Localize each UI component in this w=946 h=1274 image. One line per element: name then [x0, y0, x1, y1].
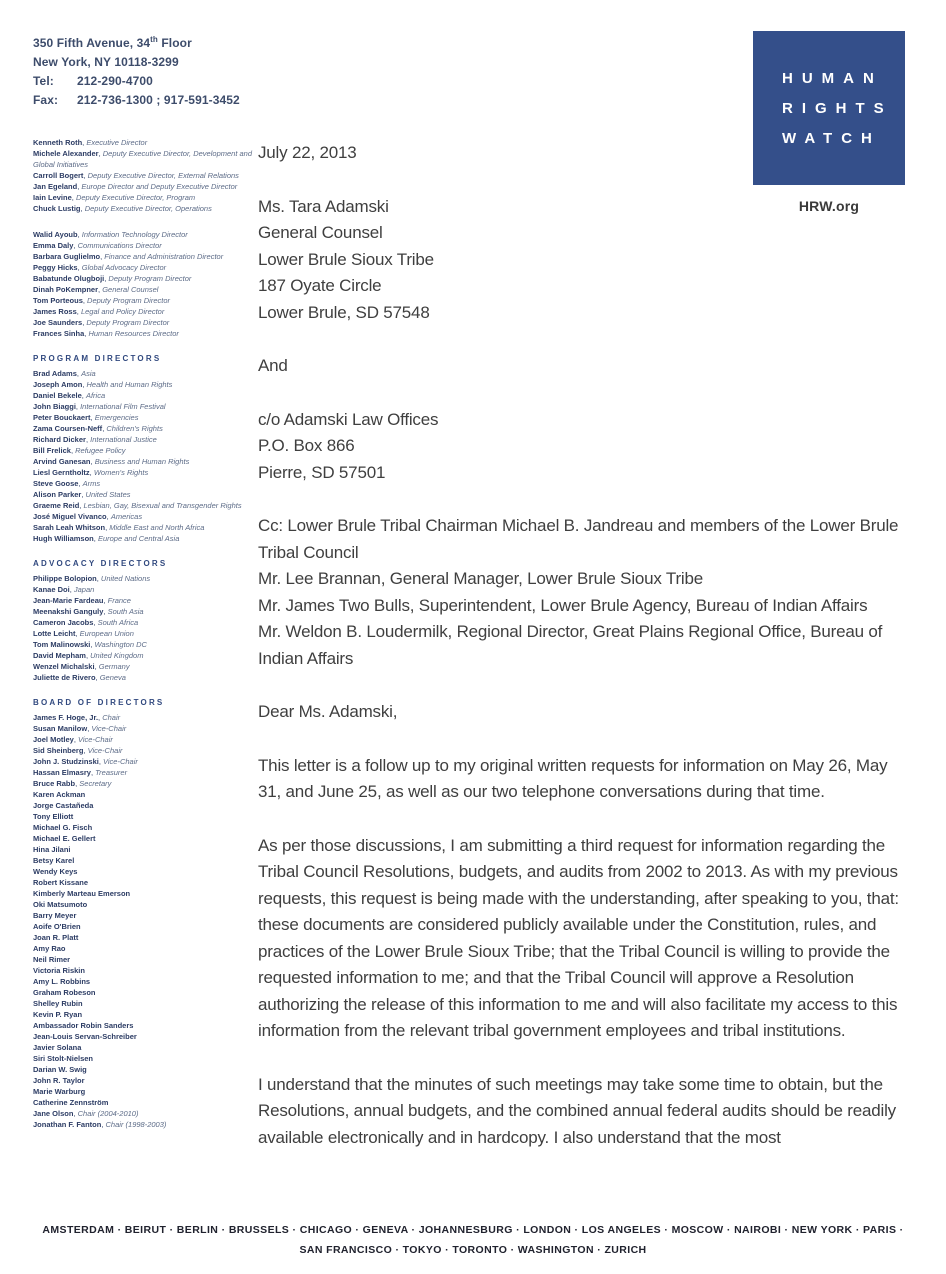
staff-member-title: , Deputy Executive Director, Development and Global Initiatives	[33, 149, 252, 169]
staff-member-title: , South Africa	[93, 618, 138, 627]
cc-line: Mr. Weldon B. Loudermilk, Regional Director, Great Plains Regional Office, Bureau of Indian Affairs	[258, 622, 883, 668]
fax-label: Fax:	[33, 93, 59, 107]
letter-paragraphs	[258, 753, 906, 1152]
staff-member-name: Hugh Williamson	[33, 534, 94, 543]
staff-member-row	[33, 478, 253, 489]
staff-member-row	[33, 628, 253, 639]
staff-member-name: Dinah PoKempner	[33, 285, 99, 294]
staff-member-title: , France	[103, 596, 131, 605]
footer-cities-line-1: AMSTERDAM · BEIRUT · BERLIN · BRUSSELS · CHICAGO · GENEVA · JOHANNESBURG · LONDON · LOS ANGELES · MOSCOW · NAIROBI · NEW YORK · PARIS ·	[42, 1224, 904, 1236]
staff-member-title: , Legal and Policy Director	[77, 307, 165, 316]
staff-member-row	[33, 456, 253, 467]
staff-member-title: , Executive Director	[82, 138, 147, 147]
staff-member-row	[33, 1108, 253, 1119]
staff-member-row	[33, 423, 253, 434]
staff-member-name: Victoria Riskin	[33, 966, 85, 975]
care-of-address-line: Pierre, SD 57501	[258, 462, 386, 482]
staff-member-name: Wendy Keys	[33, 867, 78, 876]
staff-member-title: , United Kingdom	[86, 651, 144, 660]
staff-member-name: Daniel Bekele	[33, 391, 82, 400]
staff-member-name: Carroll Bogert	[33, 171, 84, 180]
recipient-address-line: Ms. Tara Adamski	[258, 196, 389, 216]
staff-member-name: José Miguel Vivanco	[33, 512, 107, 521]
staff-member-row	[33, 745, 253, 756]
staff-member-title: , Middle East and North Africa	[105, 523, 204, 532]
staff-member-row	[33, 229, 253, 240]
recipient-address-line: Lower Brule, SD 57548	[258, 302, 430, 322]
staff-member-row	[33, 1119, 253, 1130]
staff-member-name: Tony Elliott	[33, 812, 74, 821]
staff-member-name: James Ross	[33, 307, 77, 316]
staff-member-row	[33, 756, 253, 767]
staff-member-name: Juliette de Rivero	[33, 673, 96, 682]
staff-member-row	[33, 943, 253, 954]
letter-date: July 22, 2013	[258, 143, 357, 162]
staff-member-row	[33, 822, 253, 833]
sidebar-section	[33, 137, 253, 214]
staff-member-row	[33, 445, 253, 456]
staff-member-row	[33, 833, 253, 844]
staff-member-name: Graham Robeson	[33, 988, 96, 997]
staff-member-row	[33, 295, 253, 306]
staff-member-row	[33, 617, 253, 628]
staff-member-name: Philippe Bolopion	[33, 574, 97, 583]
salutation: Dear Ms. Adamski,	[258, 702, 398, 721]
letter-paragraph: I understand that the minutes of such meetings may take some time to obtain, but the Resolutions, annual budgets, and the combined annual federal audits should be readily available electronically and in hardcopy. I also understand that the most	[258, 1074, 896, 1147]
staff-member-row	[33, 434, 253, 445]
staff-member-name: Tom Porteous	[33, 296, 83, 305]
staff-member-row	[33, 412, 253, 423]
staff-member-title: , Africa	[82, 391, 105, 400]
staff-member-row	[33, 533, 253, 544]
staff-member-row	[33, 240, 253, 251]
staff-member-name: Hassan Elmasry	[33, 768, 91, 777]
staff-member-name: Chuck Lustig	[33, 204, 81, 213]
staff-member-title: , Vice-Chair	[74, 735, 113, 744]
staff-member-row	[33, 855, 253, 866]
staff-member-row	[33, 390, 253, 401]
letterhead-address-line-2: New York, NY 10118-3299	[33, 55, 179, 69]
staff-member-title: , Deputy Program Director	[104, 274, 191, 283]
staff-member-row	[33, 661, 253, 672]
staff-member-name: Jean-Marie Fardeau	[33, 596, 104, 605]
letterhead-address-line-1: 350 Fifth Avenue, 34th Floor	[33, 35, 192, 50]
staff-member-title: , Information Technology Director	[78, 230, 188, 239]
staff-member-name: Brad Adams	[33, 369, 77, 378]
staff-member-row	[33, 639, 253, 650]
staff-member-title: , United States	[81, 490, 130, 499]
staff-member-name: Jean-Louis Servan-Schreiber	[33, 1032, 137, 1041]
staff-member-title: , Deputy Program Director	[82, 318, 169, 327]
staff-member-name: Frances Sinha	[33, 329, 85, 338]
ordinal-superscript: th	[150, 35, 158, 44]
staff-member-row	[33, 811, 253, 822]
staff-member-title: , Americas	[107, 512, 142, 521]
sidebar-section	[33, 559, 253, 683]
staff-member-name: Richard Dicker	[33, 435, 86, 444]
staff-member-name: Barry Meyer	[33, 911, 77, 920]
staff-member-name: Jorge Castañeda	[33, 801, 94, 810]
letterhead-fax-row	[33, 91, 265, 110]
staff-member-row	[33, 511, 253, 522]
staff-member-row	[33, 137, 253, 148]
staff-member-name: Siri Stolt-Nielsen	[33, 1054, 94, 1063]
staff-member-row	[33, 368, 253, 379]
staff-member-name: James F. Hoge, Jr.	[33, 713, 99, 722]
staff-member-name: Lotte Leicht	[33, 629, 76, 638]
recipient-address-block	[258, 194, 906, 327]
staff-member-name: Barbara Guglielmo	[33, 252, 101, 261]
cc-line: Cc: Lower Brule Tribal Chairman Michael B. Jandreau and members of the Lower Brule Tribal Council	[258, 516, 899, 562]
sidebar-section-heading: PROGRAM DIRECTORS	[33, 354, 162, 363]
care-of-address-block	[258, 407, 906, 487]
staff-member-title: , Women's Rights	[90, 468, 149, 477]
staff-member-title: , Chair (2004-2010)	[73, 1109, 138, 1118]
staff-member-title: , Arms	[78, 479, 100, 488]
letter-paragraph: As per those discussions, I am submitting a third request for information regarding the Tribal Council Resolutions, budgets, and audits from 2002 to 2013. As with my previous requests, this request is being made with the understanding, after speaking to you, that: these documents are considered publicly available under the Constitution, rules, and practices of the Lower Brule Sioux Tribe; that the Tribal Council is willing to provide the requested information to me; and that the Tribal Council will approve a Resolution authorizing the release of this information to me and will also facilitate my access to this information from the relevant tribal government employees and tribal institutions.	[258, 835, 899, 1040]
staff-member-name: Peter Bouckaert	[33, 413, 91, 422]
staff-member-title: , Europe and Central Asia	[94, 534, 180, 543]
staff-member-row	[33, 328, 253, 339]
staff-member-row	[33, 998, 253, 1009]
staff-member-title: , Business and Human Rights	[91, 457, 190, 466]
staff-member-row	[33, 401, 253, 412]
fax-numbers: 212-736-1300 ; 917-591-3452	[77, 93, 240, 107]
staff-member-title: , Geneva	[96, 673, 126, 682]
staff-member-name: John R. Taylor	[33, 1076, 85, 1085]
staff-member-title: , Lesbian, Gay, Bisexual and Transgender Rights	[79, 501, 241, 510]
staff-member-row	[33, 262, 253, 273]
staff-member-name: Shelley Rubin	[33, 999, 83, 1008]
staff-member-name: Oki Matsumoto	[33, 900, 88, 909]
staff-member-row	[33, 778, 253, 789]
staff-member-row	[33, 877, 253, 888]
tel-number: 212-290-4700	[77, 74, 153, 88]
staff-member-name: Tom Malinowski	[33, 640, 91, 649]
staff-member-name: Bill Frelick	[33, 446, 71, 455]
staff-member-name: Kanae Doi	[33, 585, 70, 594]
staff-member-title: , Vice-Chair	[83, 746, 122, 755]
hrw-logo-word: WATCH	[782, 129, 881, 147]
staff-member-title: , Deputy Executive Director, Operations	[81, 204, 212, 213]
staff-member-row	[33, 584, 253, 595]
tel-label: Tel:	[33, 74, 54, 88]
staff-member-row	[33, 500, 253, 511]
staff-member-title: , Germany	[95, 662, 130, 671]
sidebar-section	[33, 229, 253, 339]
staff-member-name: Liesl Gerntholtz	[33, 468, 90, 477]
staff-member-name: Michael E. Gellert	[33, 834, 96, 843]
staff-member-title: , Health and Human Rights	[82, 380, 172, 389]
staff-member-row	[33, 1086, 253, 1097]
staff-member-name: Jonathan F. Fanton	[33, 1120, 102, 1129]
staff-member-row	[33, 522, 253, 533]
staff-member-name: Babatunde Olugboji	[33, 274, 105, 283]
footer-cities-line-2: SAN FRANCISCO · TOKYO · TORONTO · WASHINGTON · ZURICH	[299, 1244, 647, 1256]
staff-member-row	[33, 489, 253, 500]
staff-member-row	[33, 595, 253, 606]
and-connector: And	[258, 356, 288, 375]
sidebar-section-heading: ADVOCACY DIRECTORS	[33, 559, 168, 568]
recipient-address-line: General Counsel	[258, 223, 383, 242]
staff-member-title: , Children's Rights	[102, 424, 163, 433]
staff-member-name: Aoife O'Brien	[33, 922, 81, 931]
staff-member-row	[33, 987, 253, 998]
staff-member-title: , Europe Director and Deputy Executive Director	[77, 182, 237, 191]
staff-member-title: , Vice-Chair	[87, 724, 126, 733]
footer-city-list	[0, 1220, 946, 1260]
staff-member-row	[33, 844, 253, 855]
cc-block	[258, 513, 906, 672]
staff-member-row	[33, 1064, 253, 1075]
staff-member-name: Wenzel Michalski	[33, 662, 95, 671]
staff-member-row	[33, 170, 253, 181]
staff-member-name: Marie Warburg	[33, 1087, 86, 1096]
staff-member-name: Peggy Hicks	[33, 263, 78, 272]
staff-member-name: Amy Rao	[33, 944, 66, 953]
staff-member-title: , Global Advocacy Director	[78, 263, 167, 272]
staff-member-name: David Mepham	[33, 651, 86, 660]
sidebar-section	[33, 698, 253, 1130]
care-of-address-line: c/o Adamski Law Offices	[258, 409, 439, 429]
staff-member-row	[33, 965, 253, 976]
staff-member-row	[33, 203, 253, 214]
staff-member-name: Sid Sheinberg	[33, 746, 84, 755]
staff-member-title: , Asia	[77, 369, 96, 378]
staff-member-name: Sarah Leah Whitson	[33, 523, 106, 532]
staff-member-row	[33, 767, 253, 778]
staff-member-row	[33, 467, 253, 478]
hrw-org-label: HRW.org	[798, 198, 860, 214]
staff-member-row	[33, 284, 253, 295]
staff-member-name: Cameron Jacobs	[33, 618, 94, 627]
staff-member-row	[33, 1097, 253, 1108]
staff-member-row	[33, 251, 253, 262]
staff-member-row	[33, 866, 253, 877]
staff-member-title: , Japan	[70, 585, 95, 594]
staff-member-name: Michele Alexander	[33, 149, 99, 158]
staff-member-row	[33, 148, 253, 170]
staff-member-name: Joe Saunders	[33, 318, 83, 327]
staff-member-name: Meenakshi Ganguly	[33, 607, 104, 616]
staff-member-title: , Deputy Program Director	[83, 296, 170, 305]
staff-member-name: Jane Olson	[33, 1109, 74, 1118]
staff-member-title: , Emergencies	[91, 413, 139, 422]
recipient-address-line: Lower Brule Sioux Tribe	[258, 249, 434, 269]
staff-member-name: Kimberly Marteau Emerson	[33, 889, 131, 898]
staff-member-name: Neil Rimer	[33, 955, 71, 964]
staff-member-name: Zama Coursen-Neff	[33, 424, 103, 433]
staff-member-row	[33, 192, 253, 203]
staff-member-name: Darian W. Swig	[33, 1065, 87, 1074]
staff-member-name: Joel Motley	[33, 735, 74, 744]
staff-member-row	[33, 723, 253, 734]
hrw-logo-word: RIGHTS	[782, 99, 893, 117]
staff-member-title: , Deputy Executive Director, Program	[72, 193, 195, 202]
staff-member-name: Bruce Rabb	[33, 779, 76, 788]
staff-member-row	[33, 1075, 253, 1086]
care-of-address-line: P.O. Box 866	[258, 436, 355, 455]
staff-member-title: , International Justice	[86, 435, 157, 444]
staff-member-name: Susan Manilow	[33, 724, 88, 733]
staff-member-name: Catherine Zennström	[33, 1098, 109, 1107]
staff-member-row	[33, 734, 253, 745]
staff-member-row	[33, 1042, 253, 1053]
staff-member-name: Iain Levine	[33, 193, 72, 202]
staff-member-name: Emma Daly	[33, 241, 74, 250]
letterhead-contact-block	[33, 30, 265, 110]
staff-member-name: Joan R. Platt	[33, 933, 79, 942]
staff-member-row	[33, 379, 253, 390]
staff-member-name: Arvind Ganesan	[33, 457, 91, 466]
staff-member-name: Karen Ackman	[33, 790, 86, 799]
cc-line: Mr. Lee Brannan, General Manager, Lower Brule Sioux Tribe	[258, 569, 704, 588]
staff-member-row	[33, 1009, 253, 1020]
staff-member-row	[33, 1031, 253, 1042]
staff-member-name: Robert Kissane	[33, 878, 89, 887]
recipient-address-line: 187 Oyate Circle	[258, 276, 382, 295]
staff-member-row	[33, 976, 253, 987]
staff-member-name: Steve Goose	[33, 479, 79, 488]
staff-member-row	[33, 789, 253, 800]
staff-member-name: Javier Solana	[33, 1043, 82, 1052]
staff-member-row	[33, 932, 253, 943]
staff-member-title: , European Union	[76, 629, 134, 638]
staff-member-row	[33, 606, 253, 617]
staff-member-row	[33, 306, 253, 317]
staff-member-title: , Chair	[98, 713, 120, 722]
staff-member-row	[33, 712, 253, 723]
staff-member-name: Joseph Amon	[33, 380, 83, 389]
staff-member-row	[33, 888, 253, 899]
staff-member-title: , Refugee Policy	[71, 446, 126, 455]
staff-member-row	[33, 1020, 253, 1031]
staff-member-title: , Human Resources Director	[84, 329, 179, 338]
staff-member-row	[33, 672, 253, 683]
staff-member-row	[33, 800, 253, 811]
staff-member-title: , General Counsel	[98, 285, 158, 294]
staff-member-name: Ambassador Robin Sanders	[33, 1021, 134, 1030]
staff-member-row	[33, 899, 253, 910]
staff-member-name: Kevin P. Ryan	[33, 1010, 83, 1019]
staff-member-row	[33, 954, 253, 965]
letter-body	[258, 140, 906, 1178]
staff-member-row	[33, 573, 253, 584]
staff-member-title: , Finance and Administration Director	[100, 252, 223, 261]
hrw-logo-word: HUMAN	[782, 69, 883, 87]
staff-member-title: , Chair (1998-2003)	[101, 1120, 166, 1129]
staff-member-name: Kenneth Roth	[33, 138, 83, 147]
staff-member-row	[33, 921, 253, 932]
staff-member-row	[33, 181, 253, 192]
staff-member-title: , United Nations	[97, 574, 150, 583]
staff-member-title: , South Asia	[103, 607, 143, 616]
staff-member-name: Betsy Karel	[33, 856, 75, 865]
staff-member-row	[33, 317, 253, 328]
staff-member-title: , Secretary	[75, 779, 111, 788]
staff-member-title: , Communications Director	[73, 241, 161, 250]
staff-member-name: John Biaggi	[33, 402, 76, 411]
staff-member-title: , Vice-Chair	[99, 757, 138, 766]
letter-paragraph: This letter is a follow up to my original written requests for information on May 26, May 31, and June 25, as well as our two telephone conversations during that time.	[258, 755, 888, 801]
staff-member-name: Walid Ayoub	[33, 230, 78, 239]
cc-line: Mr. James Two Bulls, Superintendent, Lower Brule Agency, Bureau of Indian Affairs	[258, 595, 868, 615]
sidebar-section-heading: BOARD OF DIRECTORS	[33, 698, 165, 707]
staff-member-name: Jan Egeland	[33, 182, 78, 191]
staff-member-title: , International Film Festival	[76, 402, 166, 411]
staff-sidebar	[33, 137, 253, 1145]
staff-member-name: Michael G. Fisch	[33, 823, 93, 832]
staff-member-row	[33, 910, 253, 921]
staff-member-name: Graeme Reid	[33, 501, 80, 510]
staff-member-name: Amy L. Robbins	[33, 977, 91, 986]
staff-member-title: , Washington DC	[90, 640, 147, 649]
staff-member-row	[33, 650, 253, 661]
staff-member-name: John J. Studzinski	[33, 757, 99, 766]
staff-member-name: Hina Jilani	[33, 845, 71, 854]
staff-member-row	[33, 273, 253, 284]
sidebar-section	[33, 354, 253, 544]
staff-member-row	[33, 1053, 253, 1064]
staff-member-name: Alison Parker	[33, 490, 82, 499]
letterhead-tel-row	[33, 72, 265, 91]
staff-member-title: , Treasurer	[91, 768, 127, 777]
staff-member-title: , Deputy Executive Director, External Relations	[83, 171, 239, 180]
